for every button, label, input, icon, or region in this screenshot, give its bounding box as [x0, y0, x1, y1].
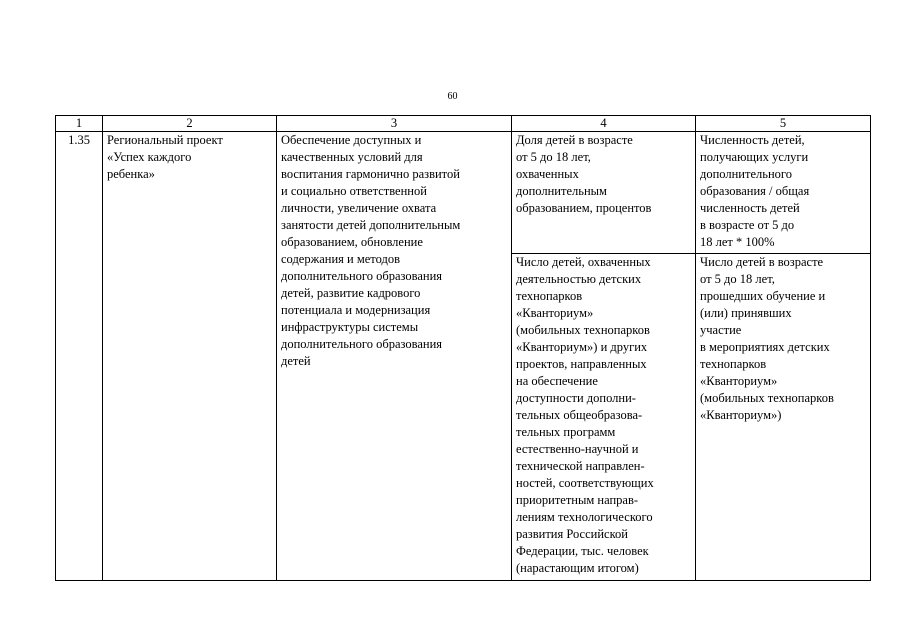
column-header-2: 2 [103, 116, 277, 132]
row-number: 1.35 [68, 133, 90, 147]
column-header-5: 5 [696, 116, 871, 132]
project-line: «Успех каждого [107, 150, 192, 164]
method-line: в мероприятиях детских [700, 340, 830, 354]
method-line: (мобильных технопарков [700, 391, 834, 405]
goal-line: качественных условий для [281, 150, 423, 164]
goal-line: дополнительного образования [281, 269, 443, 283]
table-header-row [56, 116, 871, 132]
indicator-line: дополнительным [516, 184, 607, 198]
row-number-cell [56, 132, 103, 581]
goal-line: воспитания гармонично развитой [281, 167, 460, 181]
indicator-line: от 5 до 18 лет, [516, 150, 591, 164]
indicator-line: приоритетным направ- [516, 493, 639, 507]
indicator-line: «Кванториум») и других [516, 340, 648, 354]
indicator-line: образованием, процентов [516, 201, 652, 215]
indicator-line: деятельностью детских [516, 272, 642, 286]
table-row [56, 132, 871, 254]
method-line: 18 лет * 100% [700, 235, 775, 249]
indicator-line: ностей, соответствующих [516, 476, 654, 490]
indicator-line: тельных программ [516, 425, 616, 439]
indicator-1-method-cell [696, 132, 871, 254]
column-header-4: 4 [512, 116, 696, 132]
indicator-line: (мобильных технопарков [516, 323, 650, 337]
goal-line: и социально ответственной [281, 184, 427, 198]
indicator-1-name-cell [512, 132, 696, 254]
indicator-line: доступности дополни- [516, 391, 636, 405]
goal-cell [277, 132, 512, 581]
data-table [55, 115, 871, 581]
goal-line: дополнительного образования [281, 337, 443, 351]
goal-line: потенциала и модернизация [281, 303, 431, 317]
indicator-line: Федерации, тыс. человек [516, 544, 649, 558]
method-line: «Кванториум») [700, 408, 782, 422]
project-line: ребенка» [107, 167, 155, 181]
goal-line: образованием, обновление [281, 235, 423, 249]
indicator-line: «Кванториум» [516, 306, 594, 320]
indicator-line: лениям технологического [516, 510, 653, 524]
method-line: «Кванториум» [700, 374, 778, 388]
goal-line: содержания и методов [281, 252, 401, 266]
indicator-line: технической направлен- [516, 459, 645, 473]
method-line: в возрасте от 5 до [700, 218, 795, 232]
indicator-line: проектов, направленных [516, 357, 647, 371]
indicator-2-name-cell [512, 254, 696, 581]
project-cell [103, 132, 277, 581]
method-line: технопарков [700, 357, 767, 371]
method-line: участие [700, 323, 742, 337]
method-line: дополнительного [700, 167, 792, 181]
method-line: от 5 до 18 лет, [700, 272, 775, 286]
method-line: Численность детей, [700, 133, 805, 147]
column-header-3: 3 [277, 116, 512, 132]
method-line: прошедших обучение и [700, 289, 826, 303]
indicator-2-method-cell [696, 254, 871, 581]
page-number: 60 [447, 91, 458, 102]
project-line: Региональный проект [107, 133, 223, 147]
goal-line: Обеспечение доступных и [281, 133, 422, 147]
method-line: численность детей [700, 201, 800, 215]
indicator-line: технопарков [516, 289, 583, 303]
goal-line: инфраструктуры системы [281, 320, 419, 334]
indicator-line: охваченных [516, 167, 579, 181]
indicator-line: (нарастающим итогом) [516, 561, 639, 575]
method-line: образования / общая [700, 184, 810, 198]
goal-line: детей [281, 354, 311, 368]
goal-line: детей, развитие кадрового [281, 286, 421, 300]
indicator-line: Доля детей в возрасте [516, 133, 633, 147]
indicator-line: развития Российской [516, 527, 628, 541]
indicator-line: Число детей, охваченных [516, 255, 651, 269]
goal-line: личности, увеличение охвата [281, 201, 437, 215]
method-line: получающих услуги [700, 150, 809, 164]
column-header-1: 1 [56, 116, 103, 132]
indicator-line: тельных общеобразова- [516, 408, 643, 422]
goal-line: занятости детей дополнительным [281, 218, 461, 232]
indicator-line: естественно-научной и [516, 442, 639, 456]
indicator-line: на обеспечение [516, 374, 598, 388]
method-line: Число детей в возрасте [700, 255, 824, 269]
method-line: (или) принявших [700, 306, 792, 320]
